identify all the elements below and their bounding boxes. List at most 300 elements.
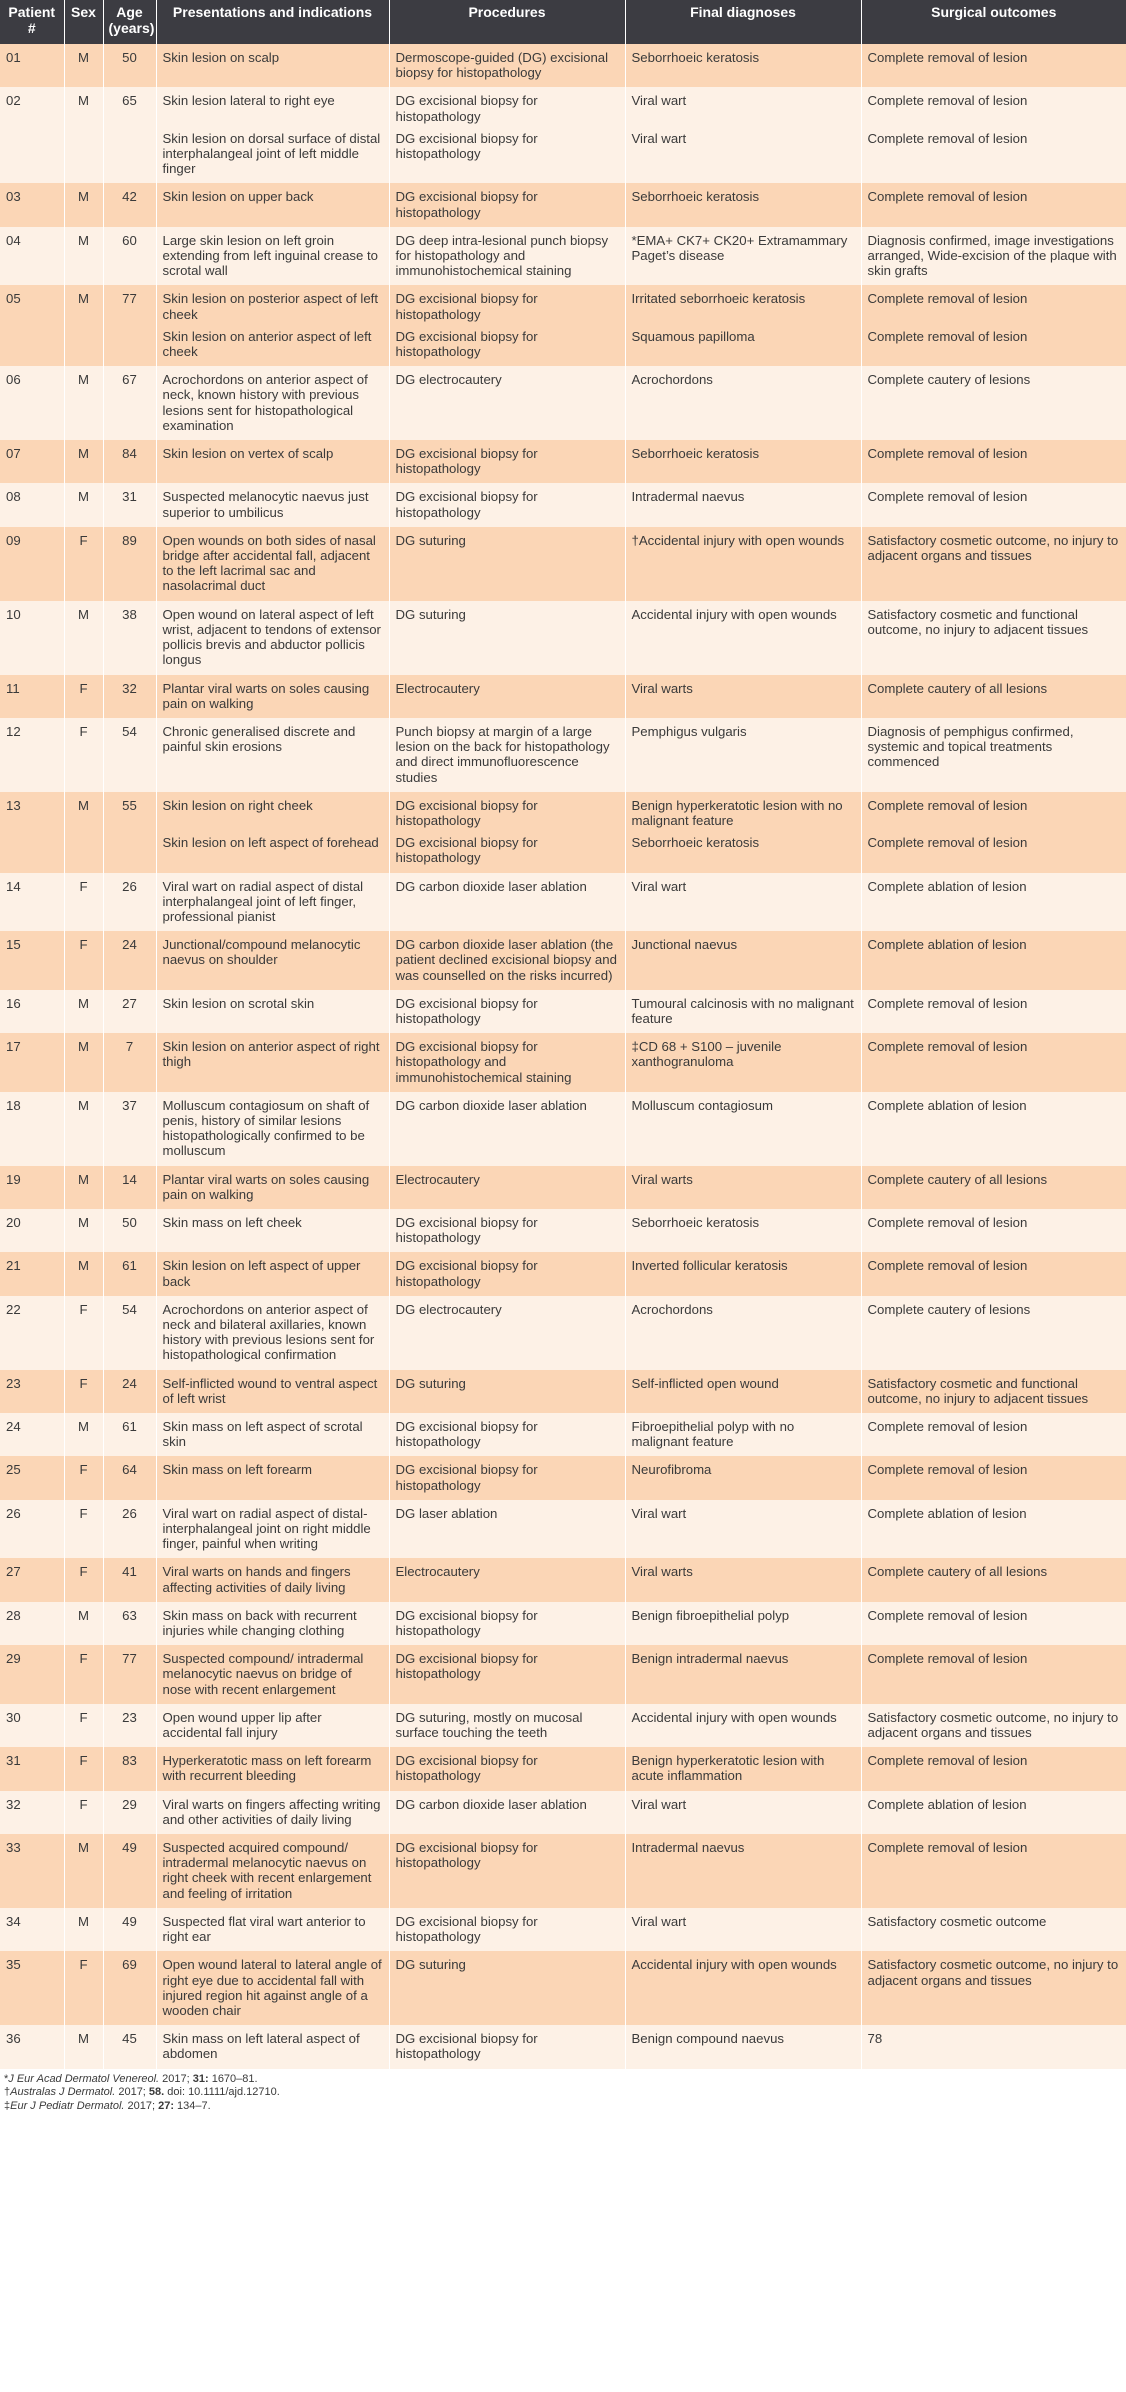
footnote-volume: 31: xyxy=(192,2072,209,2085)
table-row xyxy=(0,601,1126,675)
footnote-journal: Eur J Pediatr Dermatol. xyxy=(10,2099,125,2112)
age-cell: 89 xyxy=(103,527,156,601)
patient-id-cell: 18 xyxy=(0,1092,64,1166)
procedure-cell: DG excisional biopsy for histopathology xyxy=(389,329,625,366)
diagnosis-cell: Seborrhoeic keratosis xyxy=(625,44,861,87)
outcome-cell: Satisfactory cosmetic outcome, no injury to adjacent organs and tissues xyxy=(861,1704,1126,1747)
table-row xyxy=(0,1296,1126,1370)
procedure-cell: Electrocautery xyxy=(389,1558,625,1601)
table-row xyxy=(0,2025,1126,2068)
outcome-cell: Complete cautery of lesions xyxy=(861,1296,1126,1370)
diagnosis-cell: Viral wart xyxy=(625,1791,861,1834)
outcome-cell: 78 xyxy=(861,2025,1126,2068)
outcome-cell: Diagnosis confirmed, image investigations arranged, Wide-excision of the plaque with skin grafts xyxy=(861,227,1126,286)
patient-id-cell: 26 xyxy=(0,1500,64,1559)
diagnosis-cell: Seborrhoeic keratosis xyxy=(625,183,861,226)
header-outcomes: Surgical outcomes xyxy=(861,0,1126,44)
age-cell: 24 xyxy=(103,1370,156,1413)
outcome-cell: Satisfactory cosmetic outcome, no injury to adjacent organs and tissues xyxy=(861,527,1126,601)
patient-id-cell: 13 xyxy=(0,792,64,873)
patient-id-cell: 32 xyxy=(0,1791,64,1834)
diagnosis-cell: Self-inflicted open wound xyxy=(625,1370,861,1413)
procedure-cell: DG excisional biopsy for histopathology xyxy=(389,183,625,226)
patient-id-cell: 07 xyxy=(0,440,64,483)
presentation-cell: Viral wart on radial aspect of distal interphalangeal joint of left finger, professional pianist xyxy=(156,873,389,932)
sex-cell: M xyxy=(64,87,103,183)
procedure-cell: Dermoscope-guided (DG) excisional biopsy for histopathology xyxy=(389,44,625,87)
age-cell: 77 xyxy=(103,285,156,366)
diagnosis-cell: †Accidental injury with open wounds xyxy=(625,527,861,601)
presentation-cell: Skin mass on left cheek xyxy=(156,1209,389,1252)
procedure-cell: DG excisional biopsy for histopathology xyxy=(389,1209,625,1252)
patient-id-cell: 10 xyxy=(0,601,64,675)
footnote-volume: 58. xyxy=(148,2086,165,2099)
procedure-cell: DG excisional biopsy for histopathology xyxy=(389,1602,625,1645)
procedure-cell: DG laser ablation xyxy=(389,1500,625,1559)
diagnosis-cell: Viral warts xyxy=(625,1558,861,1601)
footnote-journal: J Eur Acad Dermatol Venereol. xyxy=(8,2072,160,2085)
sex-cell: M xyxy=(64,1033,103,1092)
procedure-cell: DG excisional biopsy for histopathology xyxy=(389,1456,625,1499)
procedure-cell: DG excisional biopsy for histopathology xyxy=(389,1252,625,1295)
sex-cell: M xyxy=(64,601,103,675)
procedure-cell: DG excisional biopsy for histopathology xyxy=(389,1747,625,1790)
outcome-cell: Satisfactory cosmetic and functional outcome, no injury to adjacent tissues xyxy=(861,1370,1126,1413)
outcome-cell: Complete ablation of lesion xyxy=(861,931,1126,990)
diagnosis-cell: ‡CD 68 + S100 – juvenile xanthogranuloma xyxy=(625,1033,861,1092)
presentation-cell: Skin lesion lateral to right eye xyxy=(156,87,389,130)
diagnosis-cell: Neurofibroma xyxy=(625,1456,861,1499)
table-row xyxy=(0,1645,1126,1704)
procedure-cell: DG excisional biopsy for histopathology xyxy=(389,285,625,328)
age-cell: 7 xyxy=(103,1033,156,1092)
table-row xyxy=(0,1704,1126,1747)
diagnosis-cell: Accidental injury with open wounds xyxy=(625,1951,861,2025)
outcome-cell: Complete removal of lesion xyxy=(861,131,1126,184)
age-cell: 24 xyxy=(103,931,156,990)
diagnosis-cell: Viral wart xyxy=(625,1908,861,1951)
sex-cell: F xyxy=(64,527,103,601)
table-row xyxy=(0,1791,1126,1834)
age-cell: 49 xyxy=(103,1908,156,1951)
presentation-cell: Skin lesion on scrotal skin xyxy=(156,990,389,1033)
presentation-cell: Large skin lesion on left groin extending from left inguinal crease to scrotal wall xyxy=(156,227,389,286)
sex-cell: M xyxy=(64,440,103,483)
procedure-cell: DG excisional biopsy for histopathology xyxy=(389,131,625,184)
sex-cell: F xyxy=(64,718,103,792)
patient-id-cell: 21 xyxy=(0,1252,64,1295)
age-cell: 61 xyxy=(103,1252,156,1295)
age-cell: 38 xyxy=(103,601,156,675)
sex-cell: F xyxy=(64,1704,103,1747)
outcome-cell: Complete cautery of all lesions xyxy=(861,675,1126,718)
diagnosis-cell: Benign hyperkeratotic lesion with acute inflammation xyxy=(625,1747,861,1790)
presentation-cell: Skin lesion on posterior aspect of left cheek xyxy=(156,285,389,328)
table-row xyxy=(0,1033,1126,1092)
patient-id-cell: 02 xyxy=(0,87,64,183)
diagnosis-cell: Acrochordons xyxy=(625,366,861,440)
age-cell: 64 xyxy=(103,1456,156,1499)
presentation-cell: Plantar viral warts on soles causing pain on walking xyxy=(156,675,389,718)
presentation-cell: Hyperkeratotic mass on left forearm with recurrent bleeding xyxy=(156,1747,389,1790)
sex-cell: F xyxy=(64,931,103,990)
table-row xyxy=(0,1413,1126,1456)
patient-id-cell: 19 xyxy=(0,1166,64,1209)
presentation-cell: Skin mass on left forearm xyxy=(156,1456,389,1499)
header-sex: Sex xyxy=(64,0,103,44)
outcome-cell: Complete ablation of lesion xyxy=(861,1500,1126,1559)
presentation-cell: Suspected melanocytic naevus just superior to umbilicus xyxy=(156,483,389,526)
age-cell: 29 xyxy=(103,1791,156,1834)
patient-id-cell: 36 xyxy=(0,2025,64,2068)
procedure-cell: DG suturing, mostly on mucosal surface touching the teeth xyxy=(389,1704,625,1747)
sex-cell: F xyxy=(64,1951,103,2025)
presentation-cell: Skin mass on back with recurrent injuries while changing clothing xyxy=(156,1602,389,1645)
age-cell: 23 xyxy=(103,1704,156,1747)
sex-cell: F xyxy=(64,1645,103,1704)
diagnosis-cell: Viral wart xyxy=(625,87,861,130)
patient-id-cell: 29 xyxy=(0,1645,64,1704)
sex-cell: F xyxy=(64,1500,103,1559)
presentation-cell: Open wound upper lip after accidental fall injury xyxy=(156,1704,389,1747)
header-age: Age (years) xyxy=(103,0,156,44)
diagnosis-cell: Viral wart xyxy=(625,1500,861,1559)
presentation-cell: Self-inflicted wound to ventral aspect of left wrist xyxy=(156,1370,389,1413)
diagnosis-cell: Seborrhoeic keratosis xyxy=(625,440,861,483)
age-cell: 26 xyxy=(103,873,156,932)
table-row xyxy=(0,131,1126,184)
footnote-year: 2017; xyxy=(124,2099,159,2112)
age-cell: 27 xyxy=(103,990,156,1033)
procedure-cell: DG carbon dioxide laser ablation xyxy=(389,1791,625,1834)
outcome-cell: Complete removal of lesion xyxy=(861,1456,1126,1499)
age-cell: 55 xyxy=(103,792,156,873)
sex-cell: F xyxy=(64,1456,103,1499)
outcome-cell: Complete removal of lesion xyxy=(861,1209,1126,1252)
patient-id-cell: 15 xyxy=(0,931,64,990)
patient-id-cell: 03 xyxy=(0,183,64,226)
outcome-cell: Satisfactory cosmetic outcome xyxy=(861,1908,1126,1951)
age-cell: 37 xyxy=(103,1092,156,1166)
presentation-cell: Open wound on lateral aspect of left wrist, adjacent to tendons of extensor pollicis brevis and abductor pollicis longus xyxy=(156,601,389,675)
procedure-cell: DG excisional biopsy for histopathology xyxy=(389,483,625,526)
procedure-cell: DG excisional biopsy for histopathology xyxy=(389,1645,625,1704)
patient-id-cell: 24 xyxy=(0,1413,64,1456)
header-procedures: Procedures xyxy=(389,0,625,44)
patient-id-cell: 09 xyxy=(0,527,64,601)
age-cell: 60 xyxy=(103,227,156,286)
footnote-mark: * xyxy=(4,2072,9,2085)
footnote xyxy=(4,2100,1122,2114)
procedure-cell: Punch biopsy at margin of a large lesion on the back for histopathology and direct immunofluorescence studies xyxy=(389,718,625,792)
presentation-cell: Suspected compound/ intradermal melanocytic naevus on bridge of nose with recent enlargement xyxy=(156,1645,389,1704)
age-cell: 84 xyxy=(103,440,156,483)
procedure-cell: DG excisional biopsy for histopathology and immunohistochemical staining xyxy=(389,1033,625,1092)
outcome-cell: Complete removal of lesion xyxy=(861,1033,1126,1092)
diagnosis-cell: Seborrhoeic keratosis xyxy=(625,1209,861,1252)
diagnosis-cell: Junctional naevus xyxy=(625,931,861,990)
table-row xyxy=(0,1209,1126,1252)
presentation-cell: Skin lesion on scalp xyxy=(156,44,389,87)
sex-cell: M xyxy=(64,1602,103,1645)
age-cell: 65 xyxy=(103,87,156,183)
outcome-cell: Complete removal of lesion xyxy=(861,483,1126,526)
table-row xyxy=(0,990,1126,1033)
age-cell: 50 xyxy=(103,1209,156,1252)
sex-cell: M xyxy=(64,792,103,873)
procedure-cell: DG carbon dioxide laser ablation (the patient declined excisional biopsy and was counselled on the risks incurred) xyxy=(389,931,625,990)
footnote-journal: Australas J Dermatol. xyxy=(10,2086,116,2099)
header-diagnoses: Final diagnoses xyxy=(625,0,861,44)
footnote xyxy=(4,2086,1122,2100)
procedure-cell: DG electrocautery xyxy=(389,366,625,440)
age-cell: 49 xyxy=(103,1834,156,1908)
outcome-cell: Complete ablation of lesion xyxy=(861,873,1126,932)
table-row xyxy=(0,1951,1126,2025)
patient-id-cell: 04 xyxy=(0,227,64,286)
table-row xyxy=(0,1092,1126,1166)
table-row xyxy=(0,1558,1126,1601)
outcome-cell: Complete ablation of lesion xyxy=(861,1791,1126,1834)
sex-cell: M xyxy=(64,366,103,440)
sex-cell: F xyxy=(64,1747,103,1790)
age-cell: 54 xyxy=(103,718,156,792)
age-cell: 42 xyxy=(103,183,156,226)
diagnosis-cell: Viral wart xyxy=(625,131,861,184)
outcome-cell: Satisfactory cosmetic outcome, no injury to adjacent organs and tissues xyxy=(861,1951,1126,2025)
patient-id-cell: 35 xyxy=(0,1951,64,2025)
diagnosis-cell: Benign fibroepithelial polyp xyxy=(625,1602,861,1645)
patient-id-cell: 05 xyxy=(0,285,64,366)
age-cell: 41 xyxy=(103,1558,156,1601)
presentation-cell: Viral wart on radial aspect of distal-interphalangeal joint on right middle finger, painful when writing xyxy=(156,1500,389,1559)
footnote-pages: 134–7. xyxy=(174,2099,211,2112)
table-row xyxy=(0,1834,1126,1908)
table-row xyxy=(0,675,1126,718)
footnote-mark: † xyxy=(4,2086,11,2099)
presentation-cell: Skin lesion on upper back xyxy=(156,183,389,226)
patient-id-cell: 08 xyxy=(0,483,64,526)
presentation-cell: Plantar viral warts on soles causing pain on walking xyxy=(156,1166,389,1209)
presentation-cell: Open wounds on both sides of nasal bridge after accidental fall, adjacent to the left lacrimal sac and nasolacrimal duct xyxy=(156,527,389,601)
age-cell: 50 xyxy=(103,44,156,87)
procedure-cell: DG excisional biopsy for histopathology xyxy=(389,835,625,872)
presentation-cell: Skin lesion on vertex of scalp xyxy=(156,440,389,483)
patient-id-cell: 23 xyxy=(0,1370,64,1413)
patient-id-cell: 27 xyxy=(0,1558,64,1601)
outcome-cell: Complete removal of lesion xyxy=(861,87,1126,130)
table-row xyxy=(0,329,1126,366)
footnote-volume: 27: xyxy=(158,2099,174,2112)
patient-id-cell: 33 xyxy=(0,1834,64,1908)
footnote-year: 2017; xyxy=(115,2086,149,2099)
outcome-cell: Complete removal of lesion xyxy=(861,1252,1126,1295)
table-row xyxy=(0,87,1126,130)
outcome-cell: Complete removal of lesion xyxy=(861,44,1126,87)
sex-cell: M xyxy=(64,1834,103,1908)
table-row xyxy=(0,1456,1126,1499)
procedure-cell: DG suturing xyxy=(389,1370,625,1413)
procedure-cell: DG electrocautery xyxy=(389,1296,625,1370)
patient-id-cell: 34 xyxy=(0,1908,64,1951)
presentation-cell: Viral warts on hands and fingers affecting activities of daily living xyxy=(156,1558,389,1601)
patient-id-cell: 31 xyxy=(0,1747,64,1790)
outcome-cell: Complete removal of lesion xyxy=(861,835,1126,872)
presentation-cell: Junctional/compound melanocytic naevus on shoulder xyxy=(156,931,389,990)
sex-cell: M xyxy=(64,44,103,87)
presentation-cell: Skin mass on left lateral aspect of abdomen xyxy=(156,2025,389,2068)
diagnosis-cell: Irritated seborrhoeic keratosis xyxy=(625,285,861,328)
patient-id-cell: 22 xyxy=(0,1296,64,1370)
outcome-cell: Satisfactory cosmetic and functional outcome, no injury to adjacent tissues xyxy=(861,601,1126,675)
patient-id-cell: 01 xyxy=(0,44,64,87)
table-row xyxy=(0,1166,1126,1209)
procedure-cell: DG excisional biopsy for histopathology xyxy=(389,440,625,483)
outcome-cell: Complete cautery of all lesions xyxy=(861,1558,1126,1601)
diagnosis-cell: Benign compound naevus xyxy=(625,2025,861,2068)
procedure-cell: DG suturing xyxy=(389,1951,625,2025)
outcome-cell: Complete cautery of all lesions xyxy=(861,1166,1126,1209)
table-row xyxy=(0,227,1126,286)
patient-id-cell: 14 xyxy=(0,873,64,932)
table-row xyxy=(0,1370,1126,1413)
age-cell: 83 xyxy=(103,1747,156,1790)
presentation-cell: Open wound lateral to lateral angle of right eye due to accidental fall with injured region hit against angle of a wooden chair xyxy=(156,1951,389,2025)
diagnosis-cell: Pemphigus vulgaris xyxy=(625,718,861,792)
presentation-cell: Molluscum contagiosum on shaft of penis, history of similar lesions histopathologically confirmed to be molluscum xyxy=(156,1092,389,1166)
patient-id-cell: 16 xyxy=(0,990,64,1033)
table-row xyxy=(0,1252,1126,1295)
diagnosis-cell: Viral wart xyxy=(625,873,861,932)
outcome-cell: Complete removal of lesion xyxy=(861,1602,1126,1645)
sex-cell: M xyxy=(64,990,103,1033)
diagnosis-cell: Accidental injury with open wounds xyxy=(625,601,861,675)
table-header xyxy=(0,0,1126,44)
outcome-cell: Complete removal of lesion xyxy=(861,1645,1126,1704)
sex-cell: F xyxy=(64,1791,103,1834)
patient-id-cell: 25 xyxy=(0,1456,64,1499)
table-row xyxy=(0,931,1126,990)
presentation-cell: Chronic generalised discrete and painful skin erosions xyxy=(156,718,389,792)
age-cell: 54 xyxy=(103,1296,156,1370)
diagnosis-cell: Accidental injury with open wounds xyxy=(625,1704,861,1747)
footnotes xyxy=(0,2069,1126,2114)
sex-cell: M xyxy=(64,483,103,526)
sex-cell: M xyxy=(64,2025,103,2068)
diagnosis-cell: Viral warts xyxy=(625,675,861,718)
age-cell: 67 xyxy=(103,366,156,440)
age-cell: 69 xyxy=(103,1951,156,2025)
patient-id-cell: 06 xyxy=(0,366,64,440)
footnote-year: 2017; xyxy=(159,2072,193,2085)
sex-cell: F xyxy=(64,675,103,718)
procedure-cell: DG suturing xyxy=(389,601,625,675)
footnote xyxy=(4,2073,1122,2087)
procedure-cell: DG suturing xyxy=(389,527,625,601)
age-cell: 45 xyxy=(103,2025,156,2068)
diagnosis-cell: Squamous papilloma xyxy=(625,329,861,366)
patient-id-cell: 30 xyxy=(0,1704,64,1747)
table-row xyxy=(0,718,1126,792)
diagnosis-cell: Acrochordons xyxy=(625,1296,861,1370)
table-row xyxy=(0,285,1126,328)
patient-id-cell: 28 xyxy=(0,1602,64,1645)
sex-cell: M xyxy=(64,183,103,226)
diagnosis-cell: Viral warts xyxy=(625,1166,861,1209)
presentation-cell: Skin lesion on left aspect of upper back xyxy=(156,1252,389,1295)
diagnosis-cell: Benign intradermal naevus xyxy=(625,1645,861,1704)
sex-cell: F xyxy=(64,1296,103,1370)
outcome-cell: Complete removal of lesion xyxy=(861,1747,1126,1790)
procedure-cell: Electrocautery xyxy=(389,675,625,718)
age-cell: 77 xyxy=(103,1645,156,1704)
sex-cell: M xyxy=(64,1908,103,1951)
outcome-cell: Complete removal of lesion xyxy=(861,440,1126,483)
diagnosis-cell: Molluscum contagiosum xyxy=(625,1092,861,1166)
sex-cell: M xyxy=(64,285,103,366)
patient-id-cell: 11 xyxy=(0,675,64,718)
header-patient: Patient # xyxy=(0,0,64,44)
table-row xyxy=(0,183,1126,226)
procedure-cell: DG carbon dioxide laser ablation xyxy=(389,1092,625,1166)
footnote-pages: doi: 10.1111/ajd.12710. xyxy=(164,2086,280,2099)
presentation-cell: Suspected flat viral wart anterior to right ear xyxy=(156,1908,389,1951)
outcome-cell: Complete removal of lesion xyxy=(861,183,1126,226)
table-row xyxy=(0,1602,1126,1645)
patient-id-cell: 12 xyxy=(0,718,64,792)
outcome-cell: Complete removal of lesion xyxy=(861,285,1126,328)
sex-cell: M xyxy=(64,1252,103,1295)
presentation-cell: Skin lesion on anterior aspect of right thigh xyxy=(156,1033,389,1092)
procedure-cell: DG deep intra-lesional punch biopsy for histopathology and immunohistochemical staining xyxy=(389,227,625,286)
table-row xyxy=(0,44,1126,87)
procedure-cell: DG carbon dioxide laser ablation xyxy=(389,873,625,932)
outcome-cell: Complete cautery of lesions xyxy=(861,366,1126,440)
table-row xyxy=(0,792,1126,835)
presentation-cell: Viral warts on fingers affecting writing and other activities of daily living xyxy=(156,1791,389,1834)
diagnosis-cell: Benign hyperkeratotic lesion with no malignant feature xyxy=(625,792,861,835)
table-row xyxy=(0,1908,1126,1951)
presentation-cell: Suspected acquired compound/ intradermal melanocytic naevus on right cheek with recent enlargement and feeling of irritation xyxy=(156,1834,389,1908)
table-row xyxy=(0,1747,1126,1790)
outcome-cell: Complete removal of lesion xyxy=(861,1834,1126,1908)
outcome-cell: Complete ablation of lesion xyxy=(861,1092,1126,1166)
diagnosis-cell: Fibroepithelial polyp with no malignant feature xyxy=(625,1413,861,1456)
footnote-pages: 1670–81. xyxy=(208,2072,258,2085)
table-row xyxy=(0,366,1126,440)
footnote-mark: ‡ xyxy=(4,2099,11,2112)
presentation-cell: Acrochordons on anterior aspect of neck and bilateral axillaries, known history with previous lesions sent for histopathological confirmation xyxy=(156,1296,389,1370)
sex-cell: M xyxy=(64,227,103,286)
procedure-cell: Electrocautery xyxy=(389,1166,625,1209)
diagnosis-cell: Seborrhoeic keratosis xyxy=(625,835,861,872)
presentation-cell: Skin lesion on dorsal surface of distal interphalangeal joint of left middle finger xyxy=(156,131,389,184)
age-cell: 31 xyxy=(103,483,156,526)
outcome-cell: Complete removal of lesion xyxy=(861,990,1126,1033)
outcome-cell: Complete removal of lesion xyxy=(861,792,1126,835)
presentation-cell: Acrochordons on anterior aspect of neck, known history with previous lesions sent for histopathological examination xyxy=(156,366,389,440)
table-row xyxy=(0,873,1126,932)
diagnosis-cell: Tumoural calcinosis with no malignant feature xyxy=(625,990,861,1033)
procedure-cell: DG excisional biopsy for histopathology xyxy=(389,990,625,1033)
procedure-cell: DG excisional biopsy for histopathology xyxy=(389,2025,625,2068)
table-row xyxy=(0,527,1126,601)
procedure-cell: DG excisional biopsy for histopathology xyxy=(389,1413,625,1456)
sex-cell: M xyxy=(64,1092,103,1166)
presentation-cell: Skin lesion on anterior aspect of left cheek xyxy=(156,329,389,366)
age-cell: 26 xyxy=(103,1500,156,1559)
presentation-cell: Skin lesion on left aspect of forehead xyxy=(156,835,389,872)
